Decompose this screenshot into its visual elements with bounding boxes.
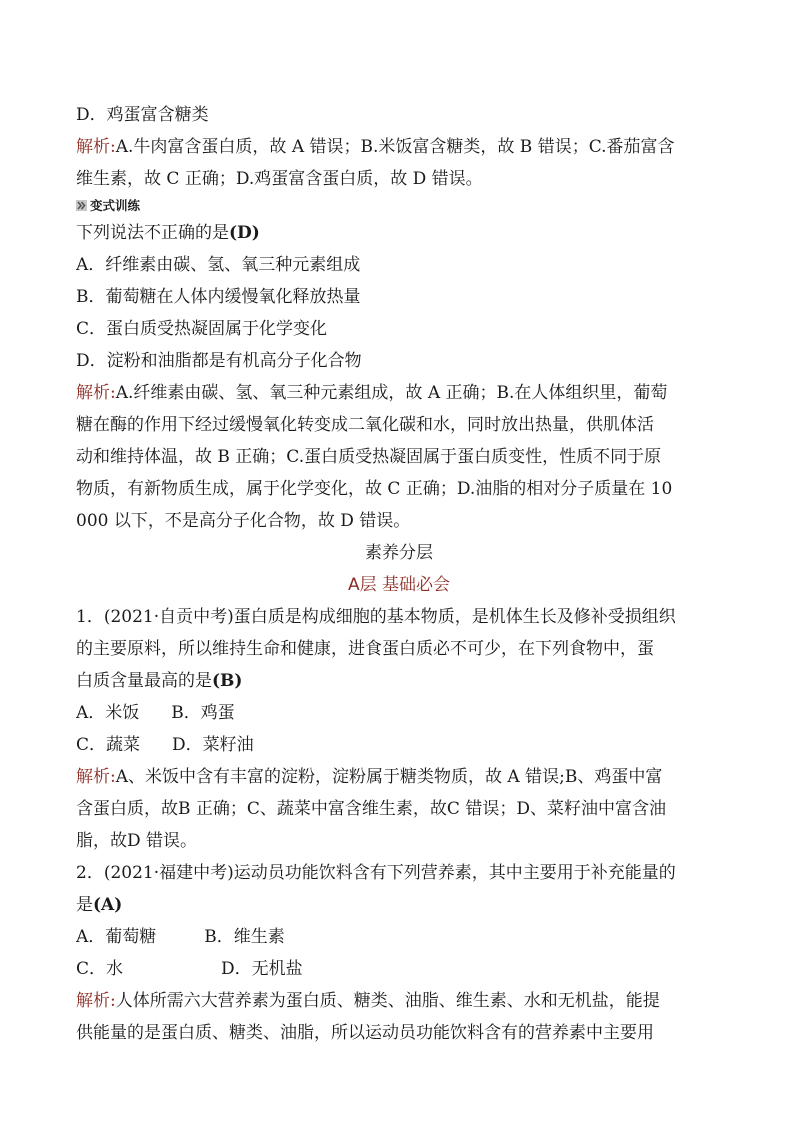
analysis-text: A.纤维素由碳、氢、氧三种元素组成，故 A 正确；B.在人体组织里，葡萄: [115, 383, 668, 403]
analysis-line: [76, 377, 722, 409]
options-row: [76, 921, 722, 953]
analysis-line: 糖在酶的作用下经过缓慢氧化转变成二氧化碳和水，同时放出热量，供肌体活: [76, 415, 654, 435]
variant-heading-label: 变式训练: [90, 198, 141, 213]
question-1-line: [76, 665, 722, 697]
analysis-line: 供能量的是蛋白质、糖类、油脂，所以运动员功能饮料含有的营养素中主要用: [76, 1023, 654, 1043]
analysis-line: [76, 985, 722, 1017]
answer-mark: (D): [229, 223, 260, 243]
options-row: [76, 729, 722, 761]
analysis-line: 000 以下，不是高分子化合物，故 D 错误。: [76, 511, 411, 531]
analysis-line: 物质，有新物质生成，属于化学变化，故 C 正确；D.油脂的相对分子质量在 10: [76, 479, 673, 499]
variant-heading: [76, 195, 722, 217]
analysis-text: A、米饭中含有丰富的淀粉，淀粉属于糖类物质，故 A 错误;B、鸡蛋中富: [115, 767, 663, 787]
analysis-text: A.牛肉富含蛋白质，故 A 错误；B.米饭富含糖类，故 B 错误；C.番茄富含: [115, 137, 675, 157]
options-row: [76, 953, 722, 985]
section-title: 素养分层: [365, 543, 433, 563]
question-text: 下列说法不正确的是: [76, 223, 229, 243]
analysis-line: [76, 761, 722, 793]
analysis-label: 解析:: [76, 991, 116, 1011]
option-d: D．无机盐: [221, 959, 303, 979]
option-b: B．维生素: [204, 927, 285, 947]
option-a: A．葡萄糖: [76, 927, 157, 947]
question-2-line: [76, 889, 722, 921]
question-text: 白质含量最高的是: [76, 671, 212, 691]
question-stem: [76, 217, 722, 249]
analysis-text: 人体所需六大营养素为蛋白质、糖类、油脂、维生素、水和无机盐，能提: [115, 991, 660, 1011]
option-line: C．蛋白质受热凝固属于化学变化: [76, 319, 328, 339]
option-b: B．鸡蛋: [171, 703, 235, 723]
analysis-label: 解析:: [76, 383, 116, 403]
answer-mark: (B): [212, 671, 243, 691]
answer-mark: (A): [93, 895, 123, 915]
analysis-line: 含蛋白质，故B 正确；C、蔬菜中富含维生素，故C 错误；D、菜籽油中富含油: [76, 799, 666, 819]
question-text: 是: [76, 895, 93, 915]
worksheet-page: [76, 99, 722, 1049]
question-2-line: 2．(2021·福建中考)运动员功能饮料含有下列营养素，其中主要用于补充能量的: [76, 863, 676, 883]
analysis-line: 脂，故D 错误。: [76, 831, 198, 851]
analysis-line: 维生素，故 C 正确；D.鸡蛋富含蛋白质，故 D 错误。: [76, 169, 483, 189]
double-chevron-icon: [76, 196, 87, 207]
option-c: C．蔬菜: [76, 735, 141, 755]
analysis-line: [76, 131, 722, 163]
question-1-line: 的主要原料，所以维持生命和健康，进食蛋白质必不可少，在下列食物中，蛋: [76, 639, 654, 659]
analysis-line: 动和维持体温，故 B 正确；C.蛋白质受热凝固属于蛋白质变性，性质不同于原: [76, 447, 662, 467]
analysis-label: 解析:: [76, 137, 116, 157]
option-line: A．纤维素由碳、氢、氧三种元素组成: [76, 255, 361, 275]
option-d-line: D．鸡蛋富含糖类: [76, 105, 209, 125]
option-line: B．葡萄糖在人体内缓慢氧化释放热量: [76, 287, 361, 307]
options-row: [76, 697, 722, 729]
question-1-line: 1．(2021·自贡中考)蛋白质是构成细胞的基本物质，是机体生长及修补受损组织: [76, 607, 676, 627]
analysis-label: 解析:: [76, 767, 116, 787]
layer-heading: A层 基础必会: [347, 575, 451, 595]
option-d: D．菜籽油: [172, 735, 254, 755]
option-c: C．水: [76, 959, 124, 979]
option-line: D．淀粉和油脂都是有机高分子化合物: [76, 351, 362, 371]
option-a: A．米饭: [76, 703, 140, 723]
